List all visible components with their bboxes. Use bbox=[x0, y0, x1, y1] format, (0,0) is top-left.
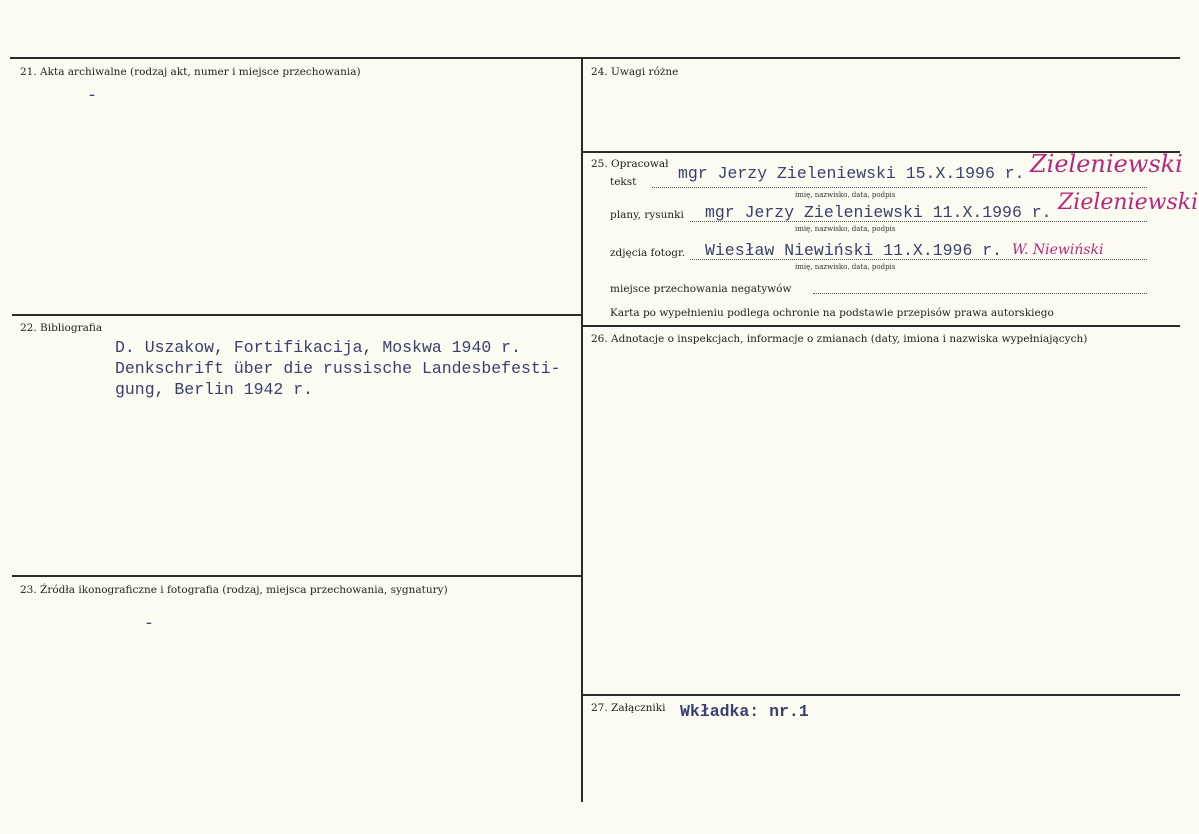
bibliography-line-2: Denkschrift über die russische Landesbefesti- bbox=[115, 359, 561, 378]
section-25-label: 25. Opracował bbox=[591, 158, 669, 170]
text-caption: imię, nazwisko, data, podpis bbox=[795, 191, 896, 199]
section-21-value: - bbox=[87, 86, 97, 105]
plans-label: plany, rysunki bbox=[610, 209, 684, 221]
text-signature: Zieleniewski bbox=[1030, 150, 1183, 178]
photos-label: zdjęcia fotogr. bbox=[610, 247, 686, 259]
top-rule bbox=[10, 57, 1180, 59]
photos-signature: W. Niewiński bbox=[1012, 242, 1104, 258]
section-22-label: 22. Bibliografia bbox=[20, 322, 103, 334]
section-21-label: 21. Akta archiwalne (rodzaj akt, numer i miejsce przechowania) bbox=[20, 66, 361, 78]
section-26-label: 26. Adnotacje o inspekcjach, informacje o zmianach (daty, imiona i nazwiska wypełniających) bbox=[591, 333, 1088, 345]
rule-26-27 bbox=[583, 694, 1180, 696]
copyright-note: Karta po wypełnieniu podlega ochronie na podstawie przepisów prawa autorskiego bbox=[610, 307, 1054, 319]
plans-value: mgr Jerzy Zieleniewski 11.X.1996 r. bbox=[705, 203, 1052, 222]
bibliography-line-1: D. Uszakow, Fortifikacija, Moskwa 1940 r. bbox=[115, 338, 521, 357]
section-23-label: 23. Źródła ikonograficzne i fotografia (rodzaj, miejsca przechowania, sygnatury) bbox=[20, 584, 448, 596]
text-value: mgr Jerzy Zieleniewski 15.X.1996 r. bbox=[678, 164, 1025, 183]
photos-caption: imię, nazwisko, data, podpis bbox=[795, 263, 896, 271]
negatives-label: miejsce przechowania negatywów bbox=[610, 283, 792, 295]
rule-22-23 bbox=[12, 575, 581, 577]
section-23-value: - bbox=[144, 614, 154, 633]
plans-caption: imię, nazwisko, data, podpis bbox=[795, 225, 896, 233]
rule-21-22 bbox=[12, 314, 581, 316]
rule-25-26 bbox=[583, 325, 1180, 327]
attachment-value: Wkładka: nr.1 bbox=[680, 702, 809, 721]
photos-value: Wiesław Niewiński 11.X.1996 r. bbox=[705, 241, 1003, 260]
text-line bbox=[652, 187, 1147, 188]
text-label: tekst bbox=[610, 176, 637, 188]
plans-signature: Zieleniewski bbox=[1058, 190, 1199, 215]
section-27-label: 27. Załączniki bbox=[591, 702, 666, 714]
center-divider bbox=[581, 58, 583, 802]
bibliography-line-3: gung, Berlin 1942 r. bbox=[115, 380, 314, 399]
section-24-label: 24. Uwagi różne bbox=[591, 66, 679, 78]
negatives-line bbox=[813, 293, 1147, 294]
